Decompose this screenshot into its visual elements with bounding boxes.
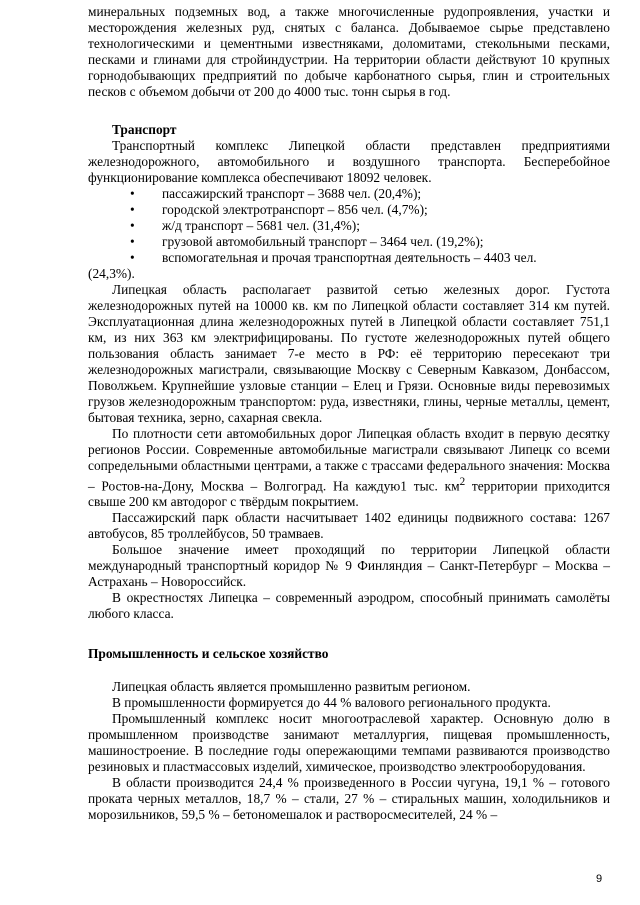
- industry-paragraph: В области производится 24,4 % произведенного в России чугуна, 19,1 % – готового проката черных металлов, 18,7 % – стали, 27 % – стиральных машин, холодильников и морозильников, 59,5 % – бетономешалок и растворосмесителей, 24 % –: [88, 775, 610, 823]
- spacer: [88, 622, 610, 646]
- list-item: [88, 186, 610, 202]
- corridor-paragraph: Большое значение имеет проходящий по территории Липецкой области международный транспортный коридор № 9 Финляндия – Санкт-Петербург – Москва – Астрахань – Новороссийск.: [88, 542, 610, 590]
- intro-paragraph: минеральных подземных вод, а также многочисленные рудопроявления, участки и месторождения железных руд, снятых с баланса. Добываемое сырье представлено технологическими и цементными известняками, доломитами, стекольными песками, песками и глинами для стройиндустрии. На территории области действуют 10 крупных горнодобывающих предприятий по добыче карбонатного сырья, глин и строительных песков с объемом добычи от 200 до 4000 тыс. тонн сырья в год.: [88, 4, 610, 99]
- roads-paragraph: [88, 426, 610, 510]
- bullet-symbol: •: [130, 218, 135, 233]
- industry-paragraph: В промышленности формируется до 44 % валового регионального продукта.: [112, 695, 551, 711]
- transport-bullet-list: [88, 186, 610, 266]
- roads-superscript: 2: [459, 476, 466, 488]
- industry-paragraph: Липецкая область является промышленно развитым регионом.: [112, 679, 471, 695]
- railway-paragraph: Липецкая область располагает развитой сетью железных дорог. Густота железнодорожных путей на 10000 кв. км по Липецкой области составляет 314 км путей. Эксплуатационная длина железнодорожных путей в Липецкой области составляет 751,1 км, из них 363 км электрифицированы. По густоте железнодорожных путей общего пользования область занимает 7-е место в РФ: её территорию пересекают три железнодорожных магистрали, связывающие Москву с Северным Кавказом, Донбассом, Поволжьем. Крупнейшие узловые станции – Елец и Грязи. Основные виды перевозимых грузов железнодорожным транспортом: руда, известняки, глины, черные металлы, цемент, бытовая техника, зерно, сахарная свекла.: [88, 282, 610, 425]
- fleet-paragraph: Пассажирский парк области насчитывает 1402 единицы подвижного состава: 1267 автобусов, 85 троллейбусов, 50 трамваев.: [88, 510, 610, 542]
- spacer: [88, 100, 610, 122]
- list-item: [88, 218, 610, 234]
- bullet-symbol: •: [130, 234, 135, 249]
- spacer: [88, 662, 610, 679]
- list-item: [88, 202, 610, 218]
- list-item: [88, 234, 610, 250]
- roads-text-end: территории приходится свыше 200 км автодорог с твёрдым покрытием.: [88, 478, 610, 510]
- industry-heading: Промышленность и сельское хозяйство: [88, 646, 329, 662]
- airport-paragraph: В окрестностях Липецка – современный аэродром, способный принимать самолёты любого класса.: [88, 590, 610, 622]
- page-number: 9: [596, 873, 603, 885]
- transport-intro: Транспортный комплекс Липецкой области представлен предприятиями железнодорожного, автомобильного и воздушного транспорта. Бесперебойное функционирование комплекса обеспечивают 18092 человек.: [88, 138, 610, 185]
- list-item-text: пассажирский транспорт – 3688 чел. (20,4%);: [162, 186, 422, 201]
- list-item-text: вспомогательная и прочая транспортная деятельность – 4403 чел.: [162, 250, 537, 265]
- transport-heading: Транспорт: [112, 122, 177, 137]
- list-item-text: ж/д транспорт – 5681 чел. (31,4%);: [162, 218, 360, 233]
- roads-text: По плотности сети автомобильных дорог Липецкая область входит в первую десятку регионов России. Современные автомобильные магистрали связывают Липецк со всеми сопредельными областными центрами, а также с трассами федерального значения: Москва – Ростов-на-Дону, Москва – Волгоград. На каждую1 тыс. км: [88, 426, 610, 494]
- document-page: [88, 4, 610, 823]
- bullet-tail: (24,3%).: [88, 266, 135, 281]
- industry-paragraph: Промышленный комплекс носит многоотраслевой характер. Основную долю в промышленном производстве занимают металлургия, пищевая промышленность, машиностроение. В последние годы опережающими темпами развиваются производство резиновых и пластмассовых изделий, химическое, производство электрооборудования.: [88, 711, 610, 775]
- bullet-symbol: •: [130, 202, 135, 217]
- bullet-symbol: •: [130, 250, 135, 265]
- list-item-text: грузовой автомобильный транспорт – 3464 чел. (19,2%);: [162, 234, 484, 249]
- list-item: [88, 250, 610, 266]
- list-item-text: городской электротранспорт – 856 чел. (4,7%);: [162, 202, 428, 217]
- bullet-symbol: •: [130, 186, 135, 201]
